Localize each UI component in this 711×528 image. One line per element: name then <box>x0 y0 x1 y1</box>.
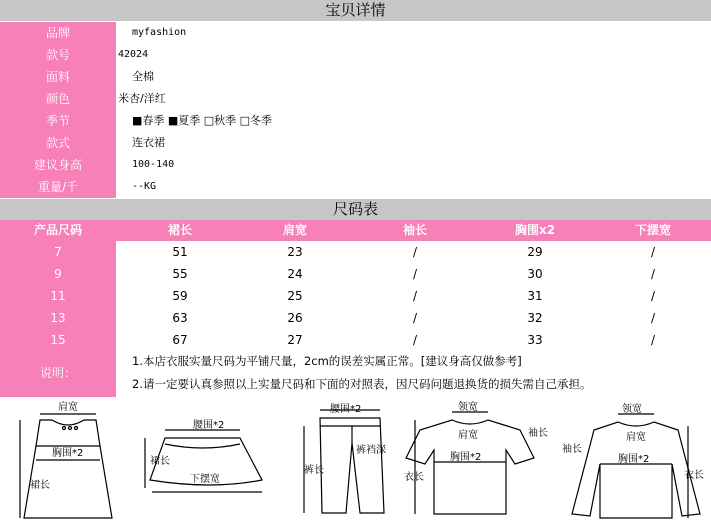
size-cell: 29 <box>527 245 543 259</box>
tshirt-sleeve-label: 袖长 <box>528 428 548 439</box>
pants-waist-label: 腰围*2 <box>330 404 362 415</box>
size-cell: 51 <box>172 245 188 259</box>
details-row <box>0 110 711 132</box>
longsleeve-length-label: 衣长 <box>684 470 704 481</box>
size-row <box>0 307 711 329</box>
details-row <box>0 66 711 88</box>
size-cell: / <box>412 267 418 281</box>
details-value: myfashion <box>132 27 187 38</box>
size-cell: 33 <box>527 333 543 347</box>
longsleeve-sleeve-label: 袖长 <box>562 444 582 455</box>
dress-length-label: 裙长 <box>30 480 50 491</box>
size-row <box>0 329 711 351</box>
details-label: 建议身高 <box>0 154 116 176</box>
header-length: 裙长 <box>167 223 192 237</box>
header-sleeve: 袖长 <box>402 223 427 237</box>
size-cell: 23 <box>287 245 303 259</box>
size-cell: 24 <box>287 267 303 281</box>
details-label: 款式 <box>0 132 116 154</box>
details-value: 全棉 <box>132 70 154 83</box>
details-label: 季节 <box>0 110 116 132</box>
pants-diagram <box>304 410 384 513</box>
longsleeve-shoulder-label: 肩宽 <box>626 432 646 443</box>
skirt-length-label: 裙长 <box>150 456 170 467</box>
longsleeve-collar-label: 领宽 <box>622 404 642 415</box>
details-label: 款号 <box>0 44 116 66</box>
header-hem: 下摆宽 <box>634 223 671 237</box>
details-label: 面料 <box>0 66 116 88</box>
size-cell: 13 <box>0 307 116 329</box>
size-chart-title: 尺码表 <box>0 199 711 220</box>
details-title: 宝贝详情 <box>0 0 711 21</box>
size-cell: / <box>650 333 656 347</box>
header-shoulder: 肩宽 <box>282 223 307 237</box>
details-row <box>0 132 711 154</box>
details-row <box>0 44 711 66</box>
size-cell: 25 <box>287 289 303 303</box>
tshirt-shoulder-label: 肩宽 <box>458 430 478 441</box>
details-value: 米杏/洋红 <box>118 92 166 105</box>
size-cell: / <box>650 311 656 325</box>
size-row <box>0 241 711 263</box>
skirt-hem-label: 下摆宽 <box>190 474 220 485</box>
details-value: ■春季 ■夏季 □秋季 □冬季 <box>132 114 273 127</box>
longsleeve-chest-label: 胸围*2 <box>618 454 650 465</box>
details-label: 品牌 <box>0 22 116 44</box>
note-1: 1.本店衣服实量尺码为平铺尺量，2cm的误差实属正常。[建议身高仅做参考] <box>132 354 522 368</box>
dress-diagram <box>20 414 112 518</box>
skirt-waist-label: 腰围*2 <box>193 420 225 431</box>
measurement-diagrams <box>0 398 711 524</box>
size-cell: / <box>412 289 418 303</box>
size-cell: 15 <box>0 329 116 351</box>
tshirt-length-label: 衣长 <box>404 472 424 483</box>
size-table-header <box>0 220 711 241</box>
details-value: --KG <box>132 181 157 192</box>
size-cell: 7 <box>0 241 116 263</box>
size-cell: / <box>650 289 656 303</box>
size-cell: 26 <box>287 311 303 325</box>
details-row <box>0 176 711 198</box>
tshirt-collar-label: 领宽 <box>458 402 478 413</box>
details-value: 100-140 <box>132 159 175 170</box>
details-label: 颜色 <box>0 88 116 110</box>
size-cell: 31 <box>527 289 543 303</box>
longsleeve-diagram <box>572 414 700 518</box>
tshirt-chest-label: 胸围*2 <box>450 452 482 463</box>
size-cell: 55 <box>172 267 188 281</box>
size-cell: / <box>650 245 656 259</box>
dress-shoulder-label: 肩宽 <box>58 402 78 413</box>
pants-length-label: 裤长 <box>304 465 324 476</box>
size-cell: / <box>412 245 418 259</box>
details-value: 42024 <box>118 49 149 60</box>
size-row <box>0 263 711 285</box>
size-cell: 27 <box>287 333 303 347</box>
details-value: 连衣裙 <box>132 136 165 149</box>
size-cell: 63 <box>172 311 188 325</box>
header-size: 产品尺码 <box>33 223 82 237</box>
size-cell: 32 <box>527 311 543 325</box>
dress-chest-label: 胸围*2 <box>52 448 84 459</box>
size-cell: 30 <box>527 267 543 281</box>
details-row <box>0 22 711 44</box>
details-label: 重量/千 <box>0 176 116 198</box>
details-row <box>0 154 711 176</box>
tshirt-diagram <box>406 412 534 514</box>
size-cell: / <box>412 333 418 347</box>
size-cell: 67 <box>172 333 188 347</box>
size-cell: / <box>650 267 656 281</box>
note-label: 说明： <box>0 350 116 397</box>
note-2: 2.请一定要认真参照以上实量尺码和下面的对照表，因尺码问题退换货的损失需自己承担。 <box>132 377 592 391</box>
size-cell: / <box>412 311 418 325</box>
size-row <box>0 285 711 307</box>
size-cell: 11 <box>0 285 116 307</box>
header-chest: 胸围x2 <box>514 223 556 237</box>
size-cell: 9 <box>0 263 116 285</box>
size-cell: 59 <box>172 289 188 303</box>
pants-rise-label: 裤裆深 <box>356 445 386 456</box>
details-row <box>0 88 711 110</box>
